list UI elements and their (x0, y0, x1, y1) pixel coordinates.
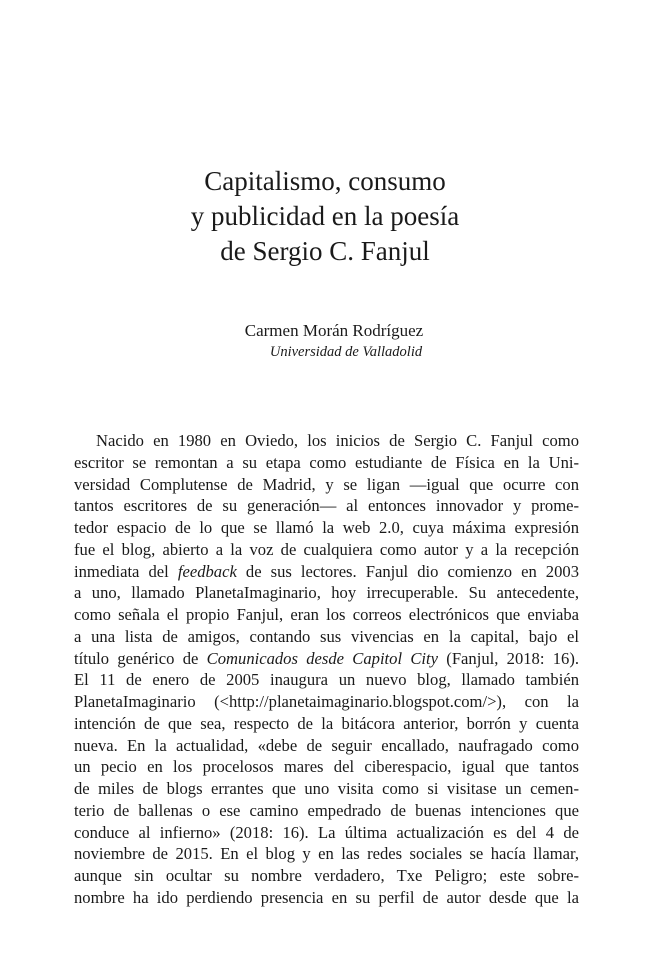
text-line: nueva. En la actualidad, «debe de seguir encallado, naufragado como (74, 735, 579, 755)
title-line: de Sergio C. Fanjul (220, 236, 430, 266)
text-segment: título genérico de (74, 648, 207, 668)
article-title (0, 164, 650, 269)
italic-term: feedback (177, 561, 237, 581)
text-line: escritor se remontan a su etapa como estudiante de Física en la Uni- (74, 452, 579, 472)
text-segment: (Fanjul, 2018: 16). (438, 648, 580, 668)
text-line: fue el blog, abierto a la voz de cualquiera como autor y a la recepción (74, 539, 579, 559)
text-line: El 11 de enero de 2005 inaugura un nuevo blog, llamado también (74, 670, 579, 690)
text-line: un pecio en los procelosos mares del ciberespacio, igual que tantos (74, 757, 579, 777)
text-line (74, 561, 579, 583)
text-segment: inmediata del (74, 561, 178, 581)
text-line: tedor espacio de lo que se llamó la web 2.0, cuya máxima expresión (74, 518, 579, 537)
author-name: Carmen Morán Rodríguez (244, 321, 424, 340)
title-line: Capitalismo, consumo (204, 166, 446, 196)
text-line: intención de que sea, respecto de la bitácora anterior, borrón y cuenta (74, 713, 579, 733)
text-line: tantos escritores de su generación— al entonces innovador y prome- (74, 496, 579, 516)
text-segment: de sus lectores. Fanjul dio comienzo en 2003 (236, 561, 579, 581)
text-line: PlanetaImaginario (<http://planetaimaginario.blogspot.com/>), con la (74, 692, 579, 711)
author-block (0, 320, 650, 362)
text-line: Nacido en 1980 en Oviedo, los inicios de Sergio C. Fanjul como (96, 431, 579, 450)
body-text (74, 430, 579, 909)
text-line: aunque sin ocultar su nombre verdadero, Txe Peligro; este sobre- (74, 866, 579, 885)
text-line: como señala el propio Fanjul, eran los correos electrónicos que enviaba (74, 605, 579, 624)
title-line: y publicidad en la poesía (190, 201, 460, 231)
text-line: terio de ballenas o ese camino empedrado de buenas intenciones que (74, 800, 579, 820)
author-affiliation: Universidad de Valladolid (269, 344, 423, 360)
italic-title: Comunicados desde Capitol City (206, 648, 439, 668)
text-line: nombre ha ido perdiendo presencia en su perfil de autor desde que la (74, 887, 579, 907)
text-line (74, 648, 579, 670)
text-line: de miles de blogs errantes que uno visita como si visitase un cemen- (74, 779, 579, 798)
text-line: noviembre de 2015. En el blog y en las redes sociales se hacía llamar, (74, 844, 579, 864)
text-line: conduce al infierno» (2018: 16). La última actualización es del 4 de (74, 822, 579, 842)
text-line: versidad Complutense de Madrid, y se ligan —igual que ocurre con (74, 474, 579, 494)
text-line: a una lista de amigos, contando sus vivencias en la capital, bajo el (74, 626, 579, 646)
text-line: a uno, llamado PlanetaImaginario, hoy irrecuperable. Su antecedente, (74, 583, 579, 603)
